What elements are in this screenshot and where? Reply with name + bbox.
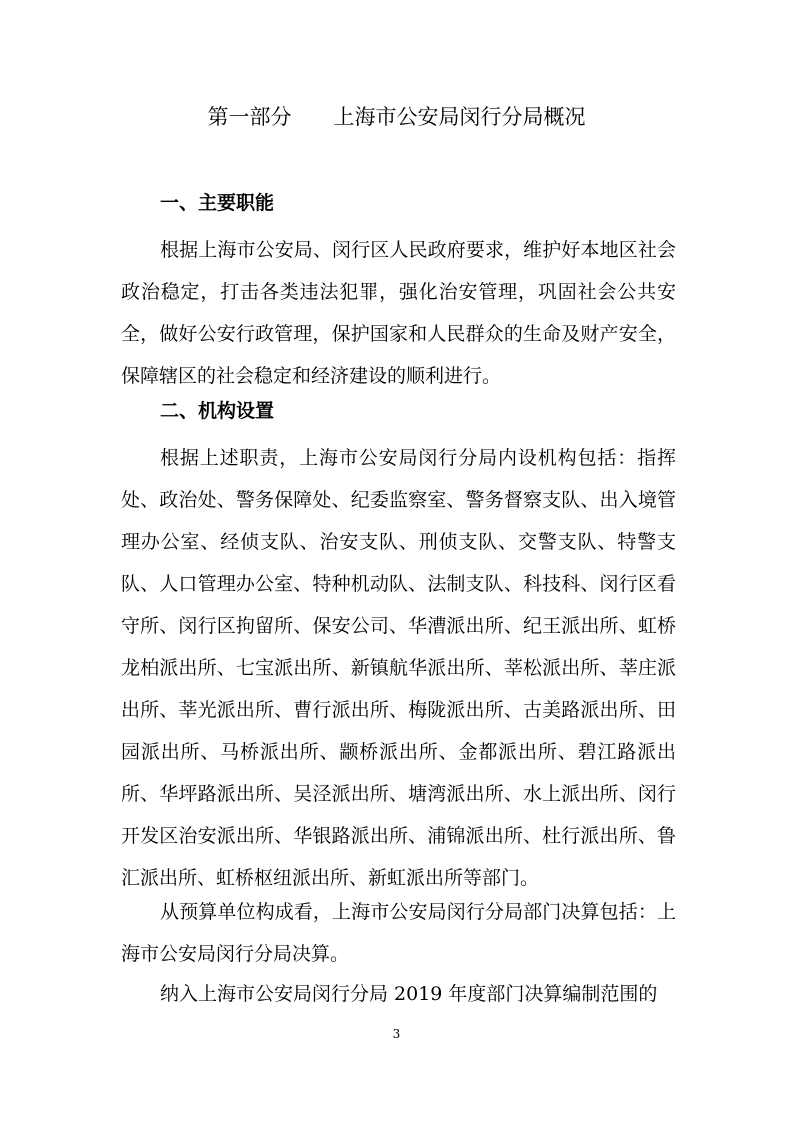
document-title: 第一部分 上海市公安局闵行分局概况 [207, 105, 586, 129]
page-number: 3 [392, 1027, 401, 1041]
section-heading-organization: 二、机构设置 [160, 400, 275, 422]
paragraph-main-functions: 根据上海市公安局、闵行区人民政府要求，维护好本地区社会政治稳定，打击各类违法犯罪，强化治安管理，巩固社会公共安全，做好公安行政管理，保护国家和人民群众的生命及财产安全，保障辖区的社会稳定和经济建设的顺利进行。 [121, 239, 676, 387]
paragraph-organization-units: 根据上述职责，上海市公安局闵行分局内设机构包括：指挥处、政治处、警务保障处、纪委监察室、警务督察支队、出入境管理办公室、经侦支队、治安支队、刑侦支队、交警支队、特警支队、人口管理办公室、特种机动队、法制支队、科技科、闵行区看守所、闵行区拘留所、保安公司、华漕派出所、纪王派出所、虹桥龙柏派出所、七宝派出所、新镇航华派出所、莘松派出所、莘庄派出所、莘光派出所、曹行派出所、梅陇派出所、古美路派出所、田园派出所、马桥派出所、颛桥派出所、金都派出所、碧江路派出所、华坪路派出所、吴泾派出所、塘湾派出所、水上派出所、闵行开发区治安派出所、华银路派出所、浦锦派出所、杜行派出所、鲁汇派出所、虹桥枢纽派出所、新虹派出所等部门。 [121, 447, 676, 889]
section-heading-main-functions: 一、主要职能 [160, 192, 275, 214]
paragraph-budget-units: 从预算单位构成看，上海市公安局闵行分局部门决算包括：上海市公安局闵行分局决算。 [121, 901, 676, 965]
paragraph-budget-scope: 纳入上海市公安局闵行分局 2019 年度部门决算编制范围的 [160, 983, 658, 1005]
